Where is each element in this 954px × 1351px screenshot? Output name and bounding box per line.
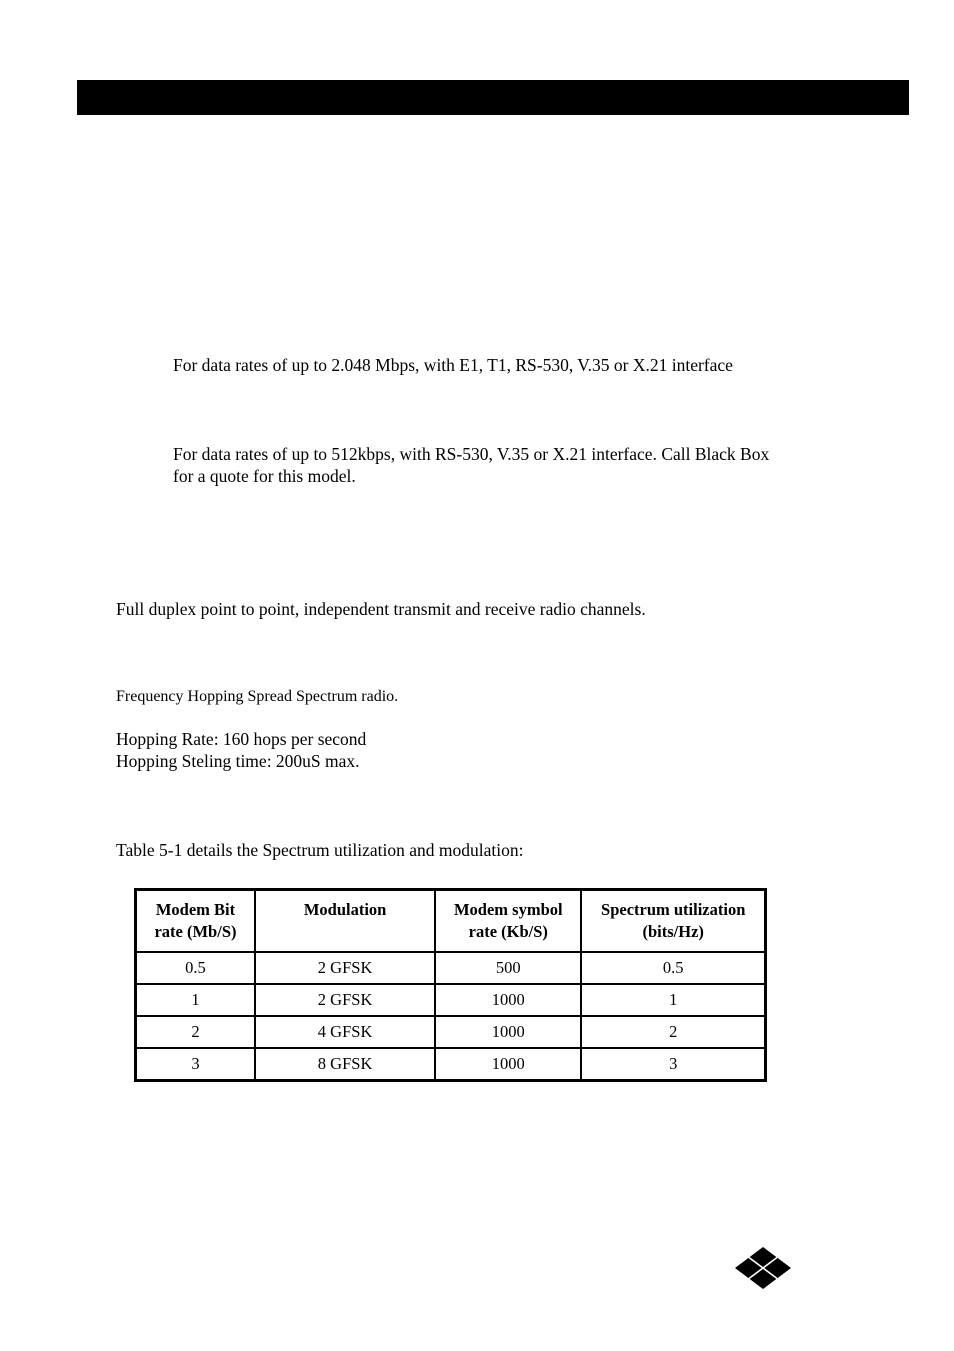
header-spectrum-utilization	[581, 890, 765, 953]
table-cell: 2 GFSK	[255, 984, 435, 1016]
table-cell: 2 GFSK	[255, 952, 435, 984]
radio-type-spec: Frequency Hopping Spread Spectrum radio.	[116, 688, 399, 705]
header-text: Modem symbol	[453, 900, 563, 919]
header-bit-rate	[136, 890, 255, 953]
header-modulation	[255, 890, 435, 953]
model-b-description-line2: for a quote for this model.	[173, 466, 356, 486]
table-cell: 1000	[435, 1048, 581, 1081]
table-cell: 2	[136, 1016, 255, 1048]
header-text: Spectrum utilization	[601, 900, 746, 919]
header-text: Modem Bit	[155, 900, 236, 919]
spectrum-table	[134, 888, 767, 1082]
header-text: Modulation	[303, 900, 387, 919]
duplex-spec: Full duplex point to point, independent transmit and receive radio channels.	[116, 599, 646, 619]
table-cell: 3	[136, 1048, 255, 1081]
table-header-row	[136, 890, 766, 953]
table-cell: 3	[581, 1048, 765, 1081]
table-cell: 4 GFSK	[255, 1016, 435, 1048]
table-cell: 1000	[435, 1016, 581, 1048]
table-cell: 1	[581, 984, 765, 1016]
table-row	[136, 1016, 766, 1048]
table-intro: Table 5-1 details the Spectrum utilization and modulation:	[116, 840, 524, 860]
black-box-diamond-icon	[733, 1246, 793, 1290]
header-text: rate (Kb/S)	[468, 922, 548, 941]
header-symbol-rate	[435, 890, 581, 953]
hopping-settling-spec: Hopping Steling time: 200uS max.	[116, 751, 360, 771]
model-a-description: For data rates of up to 2.048 Mbps, with E1, T1, RS-530, V.35 or X.21 interface	[173, 355, 733, 375]
table-row	[136, 952, 766, 984]
table-cell: 8 GFSK	[255, 1048, 435, 1081]
table-cell: 500	[435, 952, 581, 984]
table-cell: 0.5	[581, 952, 765, 984]
header-text: rate (Mb/S)	[154, 922, 237, 941]
table-cell: 2	[581, 1016, 765, 1048]
table-row	[136, 1048, 766, 1081]
table-cell: 1	[136, 984, 255, 1016]
table-cell: 0.5	[136, 952, 255, 984]
table-cell: 1000	[435, 984, 581, 1016]
table-row	[136, 984, 766, 1016]
header-text: (bits/Hz)	[642, 922, 704, 941]
hopping-rate-spec: Hopping Rate: 160 hops per second	[116, 729, 367, 749]
model-b-description-line1: For data rates of up to 512kbps, with RS-530, V.35 or X.21 interface. Call Black Box	[173, 444, 770, 464]
header-bar	[77, 80, 909, 115]
